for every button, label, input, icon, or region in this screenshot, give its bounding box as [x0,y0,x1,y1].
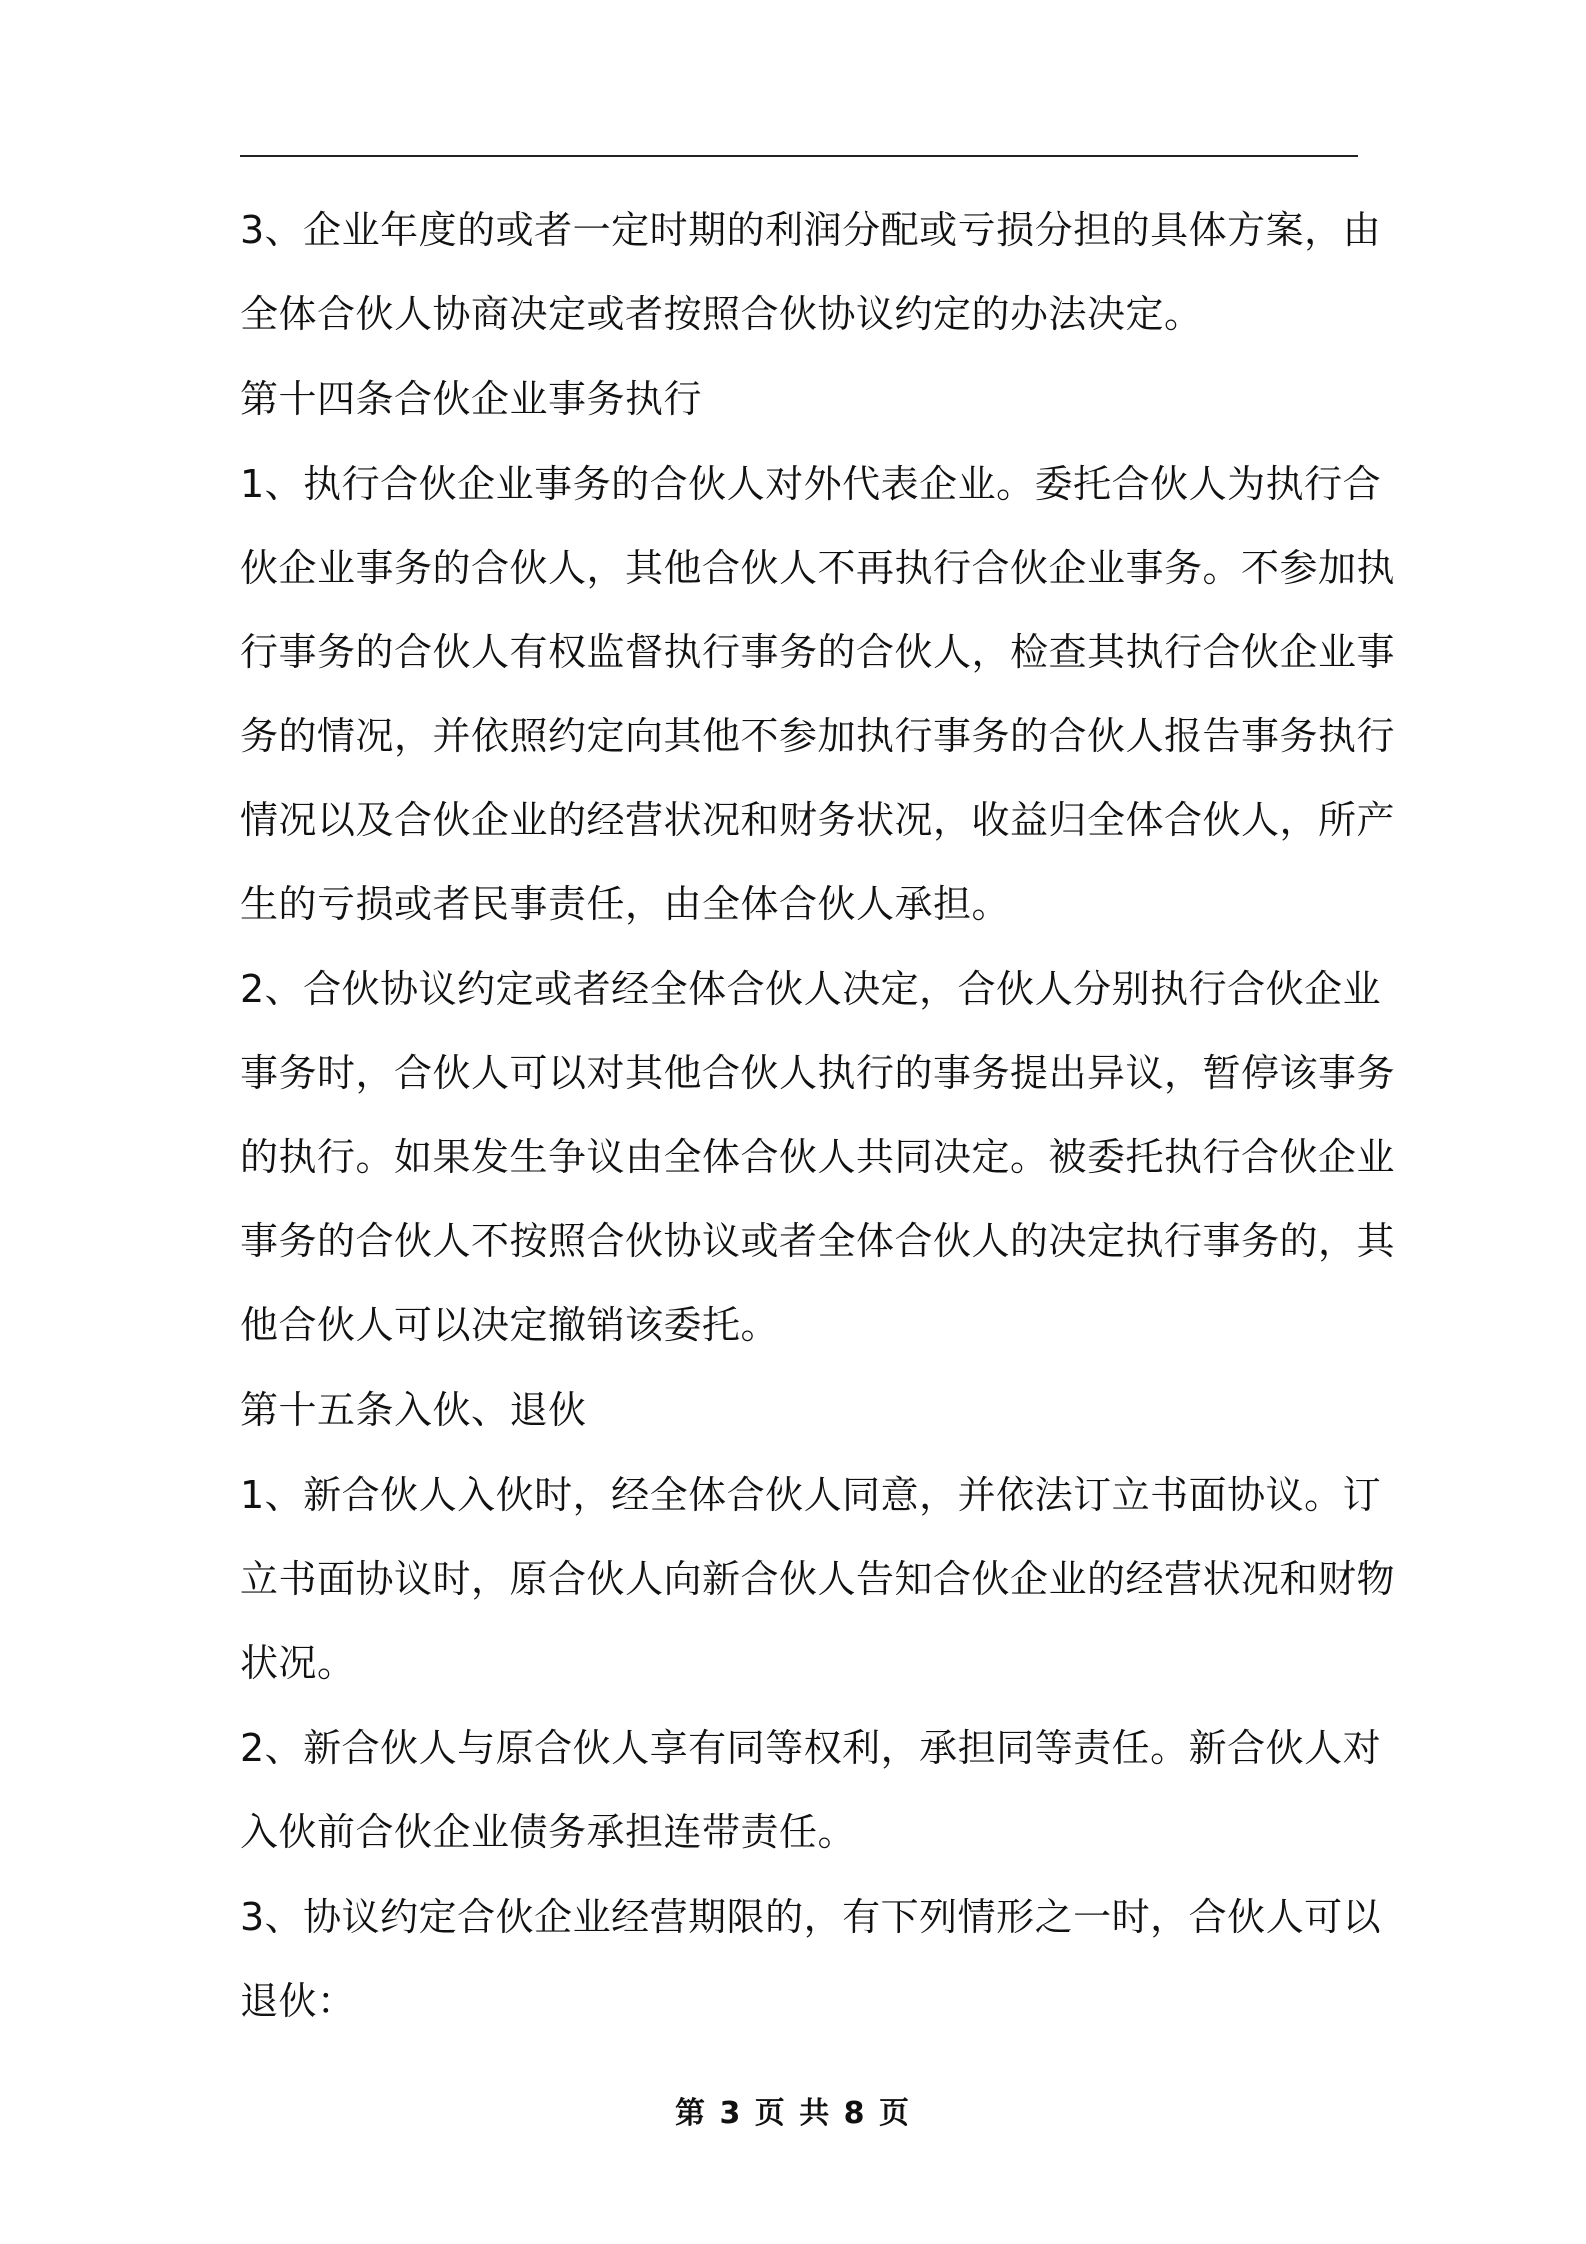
text-line: 第十四条合伙企业事务执行 [240,377,703,421]
text-line: 2、合伙协议约定或者经全体合伙人决定，合伙人分别执行合伙企业 [240,967,1382,1011]
text-line: 3、企业年度的或者一定时期的利润分配或亏损分担的具体方案，由 [240,208,1382,252]
text-line: 全体合伙人协商决定或者按照合伙协议约定的办法决定。 [240,292,1203,336]
text-line: 行事务的合伙人有权监督执行事务的合伙人，检查其执行合伙企业事 [240,630,1396,674]
text-line: 事务的合伙人不按照合伙协议或者全体合伙人的决定执行事务的，其 [240,1219,1396,1263]
paragraph-profit-plan [240,188,1382,356]
text-line: 1、执行合伙企业事务的合伙人对外代表企业。委托合伙人为执行合 [240,462,1382,506]
text-line: 伙企业事务的合伙人，其他合伙人不再执行合伙企业事务。不参加执 [240,546,1396,590]
text-line: 状况。 [240,1641,356,1685]
section-heading-article-15 [240,1368,1358,1452]
header-rule [240,155,1358,157]
paragraph-execution-2 [240,947,1396,1367]
text-line: 情况以及合伙企业的经营状况和财务状况，收益归全体合伙人，所产 [240,798,1396,842]
text-line: 务的情况，并依照约定向其他不参加执行事务的合伙人报告事务执行 [240,714,1396,758]
text-line: 立书面协议时，原合伙人向新合伙人告知合伙企业的经营状况和财物 [240,1557,1396,1601]
text-line: 2、新合伙人与原合伙人享有同等权利，承担同等责任。新合伙人对 [240,1726,1382,1770]
paragraph-admission-2 [240,1706,1382,1874]
paragraph-withdrawal-3 [240,1875,1382,2043]
text-line: 入伙前合伙企业债务承担连带责任。 [240,1810,857,1854]
text-line: 1、新合伙人入伙时，经全体合伙人同意，并依法订立书面协议。订 [240,1473,1382,1517]
text-line: 3、协议约定合伙企业经营期限的，有下列情形之一时，合伙人可以 [240,1895,1382,1939]
section-heading-article-14 [240,357,1358,441]
paragraph-admission-1 [240,1453,1396,1705]
text-line: 的执行。如果发生争议由全体合伙人共同决定。被委托执行合伙企业 [240,1135,1396,1179]
text-line: 他合伙人可以决定撤销该委托。 [240,1303,780,1347]
document-body [240,188,1396,2044]
text-line: 事务时，合伙人可以对其他合伙人执行的事务提出异议，暂停该事务 [240,1051,1396,1095]
text-line: 生的亏损或者民事责任，由全体合伙人承担。 [240,882,1011,926]
paragraph-execution-1 [240,442,1396,946]
page-number: 第 3 页 共 8 页 [675,2096,911,2131]
text-line: 第十五条入伙、退伙 [240,1388,587,1432]
text-line: 退伙： [240,1979,356,2023]
